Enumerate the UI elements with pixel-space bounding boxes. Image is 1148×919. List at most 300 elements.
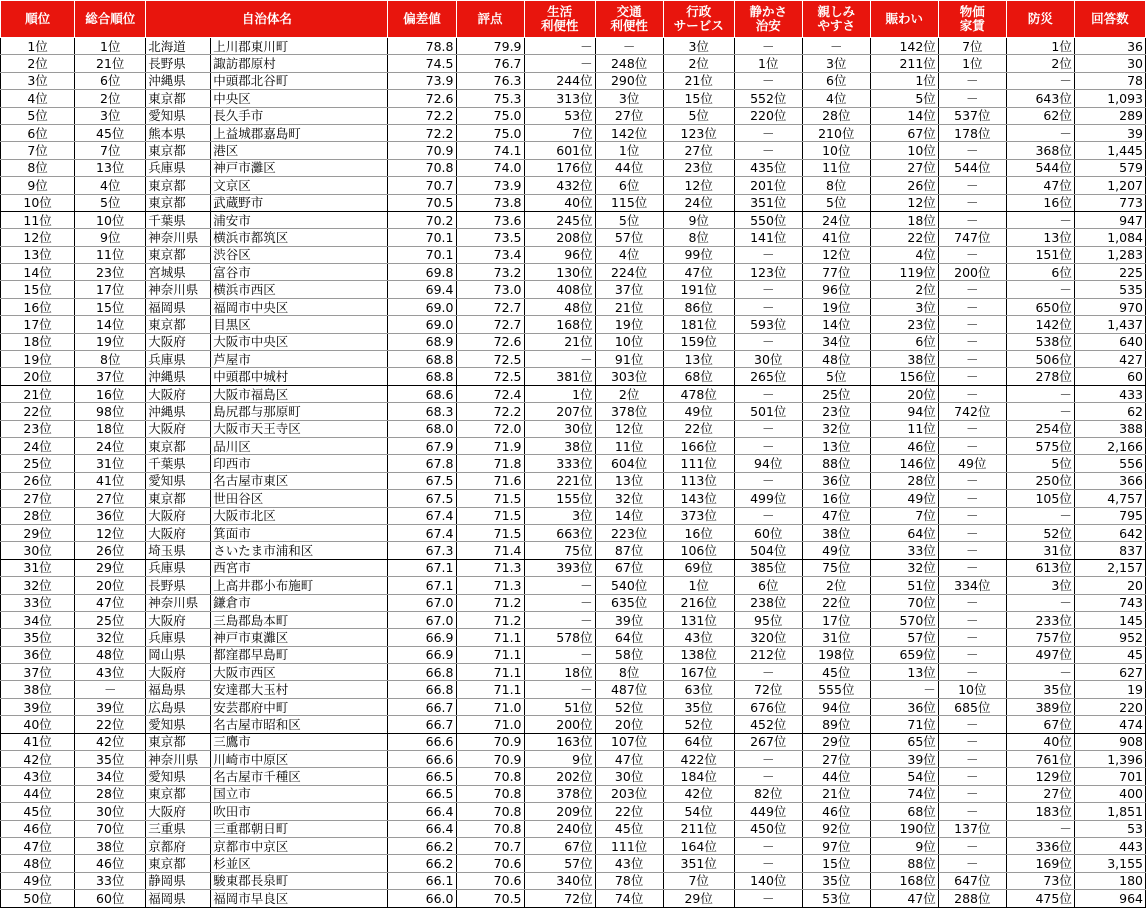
rank-cell: 10位 (1, 194, 75, 211)
living-cell: － (524, 594, 595, 611)
prefecture-cell: 沖縄県 (146, 368, 211, 385)
prices-cell: 137位 (938, 820, 1006, 837)
responses-cell: 225 (1074, 264, 1145, 281)
rank-cell: 21位 (1, 385, 75, 402)
living-cell: 168位 (524, 316, 595, 333)
overall-rank-cell: 15位 (75, 298, 146, 315)
responses-cell: 4,757 (1074, 490, 1145, 507)
friendliness-cell: 5位 (802, 368, 870, 385)
deviation-cell: 66.4 (388, 820, 456, 837)
responses-cell: 433 (1074, 385, 1145, 402)
responses-cell: 535 (1074, 281, 1145, 298)
admin-cell: 7位 (663, 872, 734, 889)
disaster-cell: － (1006, 211, 1074, 228)
rank-cell: 20位 (1, 368, 75, 385)
overall-rank-cell: 2位 (75, 90, 146, 107)
city-cell: 大阪市中央区 (211, 333, 388, 350)
table-row (1, 768, 1146, 785)
quiet-cell: 550位 (734, 211, 802, 228)
friendliness-cell: 23位 (802, 403, 870, 420)
transport-cell: 19位 (595, 316, 663, 333)
admin-cell: 27位 (663, 142, 734, 159)
prefecture-cell: 神奈川県 (146, 229, 211, 246)
quiet-cell: 94位 (734, 455, 802, 472)
quiet-cell: 140位 (734, 872, 802, 889)
friendliness-cell: 13位 (802, 437, 870, 454)
score-cell: 72.7 (456, 316, 524, 333)
transport-cell: 43位 (595, 855, 663, 872)
responses-cell: 1,093 (1074, 90, 1145, 107)
deviation-cell: 67.5 (388, 472, 456, 489)
deviation-cell: 74.5 (388, 55, 456, 72)
quiet-cell: － (734, 837, 802, 854)
city-cell: さいたま市浦和区 (211, 542, 388, 559)
score-cell: 75.0 (456, 107, 524, 124)
living-cell: 163位 (524, 733, 595, 750)
table-row (1, 716, 1146, 733)
disaster-cell: 6位 (1006, 264, 1074, 281)
table-row (1, 542, 1146, 559)
score-cell: 71.1 (456, 646, 524, 663)
admin-cell: 111位 (663, 455, 734, 472)
score-cell: 71.4 (456, 542, 524, 559)
deviation-cell: 67.4 (388, 507, 456, 524)
table-row (1, 559, 1146, 576)
living-cell: － (524, 55, 595, 72)
admin-cell: 478位 (663, 385, 734, 402)
admin-cell: 9位 (663, 211, 734, 228)
quiet-cell: 95位 (734, 611, 802, 628)
table-row (1, 455, 1146, 472)
prefecture-cell: 沖縄県 (146, 72, 211, 89)
deviation-cell: 66.6 (388, 751, 456, 768)
admin-cell: 21位 (663, 72, 734, 89)
prices-cell: － (938, 211, 1006, 228)
rank-cell: 11位 (1, 211, 75, 228)
transport-cell: 2位 (595, 385, 663, 402)
prefecture-cell: 東京都 (146, 785, 211, 802)
quiet-cell: 141位 (734, 229, 802, 246)
responses-cell: 1,437 (1074, 316, 1145, 333)
score-cell: 72.5 (456, 351, 524, 368)
admin-cell: 113位 (663, 472, 734, 489)
overall-rank-cell: 21位 (75, 55, 146, 72)
disaster-cell: 52位 (1006, 524, 1074, 541)
living-cell: 9位 (524, 751, 595, 768)
overall-rank-cell: 26位 (75, 542, 146, 559)
city-cell: 上益城郡嘉島町 (211, 124, 388, 141)
liveliness-cell: 13位 (870, 664, 938, 681)
friendliness-cell: 14位 (802, 316, 870, 333)
score-cell: 75.0 (456, 124, 524, 141)
friendliness-cell: 88位 (802, 455, 870, 472)
disaster-cell: 142位 (1006, 316, 1074, 333)
deviation-cell: 70.9 (388, 142, 456, 159)
quiet-cell: － (734, 124, 802, 141)
prices-cell: － (938, 298, 1006, 315)
prices-cell: 647位 (938, 872, 1006, 889)
table-row (1, 159, 1146, 176)
prices-cell: 288位 (938, 890, 1006, 907)
friendliness-cell: 41位 (802, 229, 870, 246)
responses-cell: 20 (1074, 577, 1145, 594)
friendliness-cell: 4位 (802, 90, 870, 107)
prices-cell: － (938, 733, 1006, 750)
liveliness-cell: 36位 (870, 698, 938, 715)
liveliness-cell: 1位 (870, 72, 938, 89)
deviation-cell: 66.1 (388, 872, 456, 889)
prefecture-cell: 福岡県 (146, 298, 211, 315)
transport-cell: 1位 (595, 142, 663, 159)
header-rank: 順位 (1, 1, 75, 38)
table-row (1, 316, 1146, 333)
disaster-cell: 27位 (1006, 785, 1074, 802)
living-cell: 72位 (524, 890, 595, 907)
deviation-cell: 66.5 (388, 785, 456, 802)
quiet-cell: 351位 (734, 194, 802, 211)
living-cell: 313位 (524, 90, 595, 107)
liveliness-cell: 18位 (870, 211, 938, 228)
overall-rank-cell: 7位 (75, 142, 146, 159)
rank-cell: 23位 (1, 420, 75, 437)
city-cell: 杉並区 (211, 855, 388, 872)
header-admin-services: 行政 サービス (663, 1, 734, 38)
deviation-cell: 70.8 (388, 159, 456, 176)
header-deviation: 偏差値 (388, 1, 456, 38)
admin-cell: 29位 (663, 890, 734, 907)
disaster-cell: 757位 (1006, 629, 1074, 646)
liveliness-cell: 11位 (870, 420, 938, 437)
quiet-cell: － (734, 142, 802, 159)
score-cell: 72.6 (456, 333, 524, 350)
score-cell: 70.9 (456, 751, 524, 768)
header-quiet-safety: 静かさ 治安 (734, 1, 802, 38)
prefecture-cell: 神奈川県 (146, 281, 211, 298)
disaster-cell: 16位 (1006, 194, 1074, 211)
score-cell: 75.3 (456, 90, 524, 107)
deviation-cell: 70.1 (388, 229, 456, 246)
overall-rank-cell: 4位 (75, 177, 146, 194)
city-cell: 鎌倉市 (211, 594, 388, 611)
admin-cell: 42位 (663, 785, 734, 802)
prefecture-cell: 千葉県 (146, 455, 211, 472)
city-cell: 三島郡島本町 (211, 611, 388, 628)
admin-cell: 43位 (663, 629, 734, 646)
table-row (1, 420, 1146, 437)
friendliness-cell: 6位 (802, 72, 870, 89)
rank-cell: 32位 (1, 577, 75, 594)
admin-cell: 106位 (663, 542, 734, 559)
admin-cell: 181位 (663, 316, 734, 333)
header-friendliness: 親しみ やすさ (802, 1, 870, 38)
disaster-cell: 761位 (1006, 751, 1074, 768)
city-cell: 中頭郡中城村 (211, 368, 388, 385)
friendliness-cell: 96位 (802, 281, 870, 298)
rank-cell: 38位 (1, 681, 75, 698)
table-row (1, 229, 1146, 246)
disaster-cell: 254位 (1006, 420, 1074, 437)
friendliness-cell: 15位 (802, 855, 870, 872)
living-cell: 75位 (524, 542, 595, 559)
score-cell: 71.3 (456, 577, 524, 594)
living-cell: 48位 (524, 298, 595, 315)
score-cell: 71.6 (456, 472, 524, 489)
table-row (1, 507, 1146, 524)
rank-cell: 24位 (1, 437, 75, 454)
city-cell: 長久手市 (211, 107, 388, 124)
quiet-cell: 201位 (734, 177, 802, 194)
rank-cell: 28位 (1, 507, 75, 524)
friendliness-cell: 2位 (802, 577, 870, 594)
prefecture-cell: 北海道 (146, 38, 211, 55)
deviation-cell: 67.8 (388, 455, 456, 472)
transport-cell: 22位 (595, 803, 663, 820)
deviation-cell: 70.5 (388, 194, 456, 211)
friendliness-cell: 89位 (802, 716, 870, 733)
prices-cell: － (938, 664, 1006, 681)
prefecture-cell: 東京都 (146, 490, 211, 507)
table-row (1, 177, 1146, 194)
table-row (1, 194, 1146, 211)
transport-cell: 487位 (595, 681, 663, 698)
admin-cell: 8位 (663, 229, 734, 246)
table-row (1, 872, 1146, 889)
overall-rank-cell: 1位 (75, 38, 146, 55)
city-cell: 芦屋市 (211, 351, 388, 368)
friendliness-cell: 3位 (802, 55, 870, 72)
prices-cell: － (938, 524, 1006, 541)
quiet-cell: － (734, 890, 802, 907)
score-cell: 71.5 (456, 507, 524, 524)
living-cell: 40位 (524, 194, 595, 211)
responses-cell: 30 (1074, 55, 1145, 72)
overall-rank-cell: 29位 (75, 559, 146, 576)
transport-cell: 57位 (595, 229, 663, 246)
living-cell: 155位 (524, 490, 595, 507)
prices-cell: － (938, 785, 1006, 802)
city-cell: 大阪市西区 (211, 664, 388, 681)
liveliness-cell: 190位 (870, 820, 938, 837)
friendliness-cell: 5位 (802, 194, 870, 211)
transport-cell: 78位 (595, 872, 663, 889)
prefecture-cell: 東京都 (146, 316, 211, 333)
friendliness-cell: 34位 (802, 333, 870, 350)
living-cell: 1位 (524, 385, 595, 402)
liveliness-cell: 65位 (870, 733, 938, 750)
admin-cell: 68位 (663, 368, 734, 385)
deviation-cell: 66.9 (388, 629, 456, 646)
table-row (1, 90, 1146, 107)
admin-cell: 64位 (663, 733, 734, 750)
liveliness-cell: 5位 (870, 90, 938, 107)
score-cell: 73.8 (456, 194, 524, 211)
table-row (1, 124, 1146, 141)
prefecture-cell: 兵庫県 (146, 629, 211, 646)
deviation-cell: 67.1 (388, 577, 456, 594)
admin-cell: 23位 (663, 159, 734, 176)
score-cell: 70.8 (456, 785, 524, 802)
prices-cell: － (938, 855, 1006, 872)
responses-cell: 1,445 (1074, 142, 1145, 159)
overall-rank-cell: 8位 (75, 351, 146, 368)
friendliness-cell: 8位 (802, 177, 870, 194)
prefecture-cell: 千葉県 (146, 211, 211, 228)
overall-rank-cell: 38位 (75, 837, 146, 854)
friendliness-cell: 35位 (802, 872, 870, 889)
transport-cell: 12位 (595, 420, 663, 437)
score-cell: 70.7 (456, 837, 524, 854)
transport-cell: 303位 (595, 368, 663, 385)
overall-rank-cell: 98位 (75, 403, 146, 420)
overall-rank-cell: 70位 (75, 820, 146, 837)
header-prices-rent: 物価 家賃 (938, 1, 1006, 38)
rank-cell: 15位 (1, 281, 75, 298)
transport-cell: 47位 (595, 751, 663, 768)
disaster-cell: 613位 (1006, 559, 1074, 576)
city-cell: 横浜市都筑区 (211, 229, 388, 246)
friendliness-cell: 25位 (802, 385, 870, 402)
living-cell: 30位 (524, 420, 595, 437)
responses-cell: 1,283 (1074, 246, 1145, 263)
transport-cell: 52位 (595, 698, 663, 715)
responses-cell: 1,396 (1074, 751, 1145, 768)
prefecture-cell: 熊本県 (146, 124, 211, 141)
living-cell: 57位 (524, 855, 595, 872)
friendliness-cell: 48位 (802, 351, 870, 368)
admin-cell: 143位 (663, 490, 734, 507)
prices-cell: － (938, 281, 1006, 298)
responses-cell: 62 (1074, 403, 1145, 420)
overall-rank-cell: 23位 (75, 264, 146, 281)
responses-cell: 964 (1074, 890, 1145, 907)
deviation-cell: 66.6 (388, 733, 456, 750)
table-row (1, 72, 1146, 89)
prefecture-cell: 東京都 (146, 246, 211, 263)
responses-cell: 556 (1074, 455, 1145, 472)
admin-cell: 422位 (663, 751, 734, 768)
prefecture-cell: 大阪府 (146, 611, 211, 628)
friendliness-cell: 36位 (802, 472, 870, 489)
living-cell: － (524, 351, 595, 368)
prices-cell: － (938, 559, 1006, 576)
table-header (1, 1, 1146, 38)
city-cell: 三重郡朝日町 (211, 820, 388, 837)
disaster-cell: 129位 (1006, 768, 1074, 785)
city-cell: 中頭郡北谷町 (211, 72, 388, 89)
table-row (1, 577, 1146, 594)
prices-cell: 742位 (938, 403, 1006, 420)
score-cell: 72.5 (456, 368, 524, 385)
transport-cell: 30位 (595, 768, 663, 785)
deviation-cell: 66.8 (388, 664, 456, 681)
prices-cell: － (938, 472, 1006, 489)
overall-rank-cell: 46位 (75, 855, 146, 872)
city-cell: 大阪市天王寺区 (211, 420, 388, 437)
transport-cell: 290位 (595, 72, 663, 89)
admin-cell: 54位 (663, 803, 734, 820)
disaster-cell: 3位 (1006, 577, 1074, 594)
prefecture-cell: 東京都 (146, 194, 211, 211)
disaster-cell: 368位 (1006, 142, 1074, 159)
overall-rank-cell: 14位 (75, 316, 146, 333)
city-cell: 駿東郡長泉町 (211, 872, 388, 889)
overall-rank-cell: 30位 (75, 803, 146, 820)
quiet-cell: 265位 (734, 368, 802, 385)
overall-rank-cell: 33位 (75, 872, 146, 889)
quiet-cell: 6位 (734, 577, 802, 594)
prefecture-cell: 愛知県 (146, 472, 211, 489)
rank-cell: 47位 (1, 837, 75, 854)
disaster-cell: 2位 (1006, 55, 1074, 72)
admin-cell: 49位 (663, 403, 734, 420)
transport-cell: 115位 (595, 194, 663, 211)
friendliness-cell: 19位 (802, 298, 870, 315)
living-cell: 18位 (524, 664, 595, 681)
prices-cell: － (938, 142, 1006, 159)
rank-cell: 17位 (1, 316, 75, 333)
friendliness-cell: 47位 (802, 507, 870, 524)
prefecture-cell: 大阪府 (146, 507, 211, 524)
disaster-cell: 169位 (1006, 855, 1074, 872)
score-cell: 74.1 (456, 142, 524, 159)
living-cell: 53位 (524, 107, 595, 124)
prefecture-cell: 大阪府 (146, 803, 211, 820)
header-responses: 回答数 (1074, 1, 1145, 38)
quiet-cell: 238位 (734, 594, 802, 611)
rank-cell: 19位 (1, 351, 75, 368)
table-row (1, 246, 1146, 263)
deviation-cell: 69.0 (388, 298, 456, 315)
prices-cell: － (938, 611, 1006, 628)
table-row (1, 333, 1146, 350)
responses-cell: 908 (1074, 733, 1145, 750)
liveliness-cell: 67位 (870, 124, 938, 141)
city-cell: 名古屋市東区 (211, 472, 388, 489)
overall-rank-cell: 60位 (75, 890, 146, 907)
overall-rank-cell: 27位 (75, 490, 146, 507)
responses-cell: 2,157 (1074, 559, 1145, 576)
header-liveliness: 賑わい (870, 1, 938, 38)
admin-cell: 47位 (663, 264, 734, 281)
liveliness-cell: 10位 (870, 142, 938, 159)
deviation-cell: 66.2 (388, 837, 456, 854)
quiet-cell: － (734, 72, 802, 89)
city-cell: 安芸郡府中町 (211, 698, 388, 715)
transport-cell: 64位 (595, 629, 663, 646)
transport-cell: 14位 (595, 507, 663, 524)
city-cell: 京都市中京区 (211, 837, 388, 854)
rank-cell: 50位 (1, 890, 75, 907)
rank-cell: 42位 (1, 751, 75, 768)
disaster-cell: 497位 (1006, 646, 1074, 663)
header-disaster-prevention: 防災 (1006, 1, 1074, 38)
rank-cell: 1位 (1, 38, 75, 55)
responses-cell: 1,851 (1074, 803, 1145, 820)
disaster-cell: 650位 (1006, 298, 1074, 315)
transport-cell: 5位 (595, 211, 663, 228)
city-cell: 三鷹市 (211, 733, 388, 750)
score-cell: 71.1 (456, 664, 524, 681)
responses-cell: 743 (1074, 594, 1145, 611)
overall-rank-cell: 25位 (75, 611, 146, 628)
rank-cell: 14位 (1, 264, 75, 281)
transport-cell: 39位 (595, 611, 663, 628)
table-row (1, 611, 1146, 628)
liveliness-cell: 12位 (870, 194, 938, 211)
disaster-cell: － (1006, 507, 1074, 524)
responses-cell: 579 (1074, 159, 1145, 176)
disaster-cell: 13位 (1006, 229, 1074, 246)
